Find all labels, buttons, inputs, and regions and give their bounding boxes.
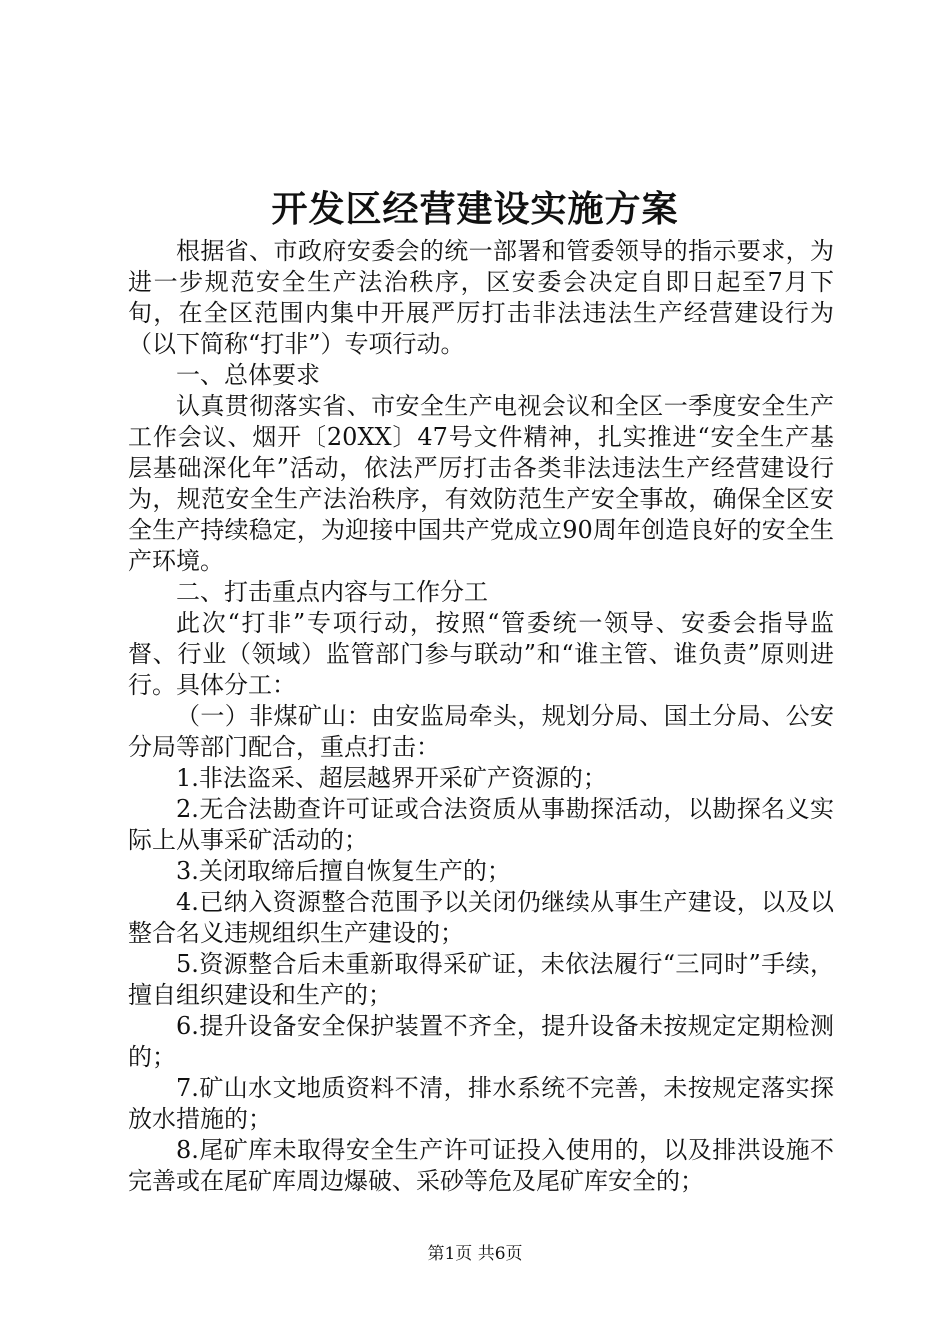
subsection-heading: （一）非煤矿山：由安监局牵头，规划分局、国土分局、公安分局等部门配合，重点打击： <box>128 702 834 761</box>
list-item: 6.提升设备安全保护装置不齐全，提升设备未按规定定期检测的； <box>128 1012 834 1071</box>
document-title: 开发区经营建设实施方案 <box>271 188 679 230</box>
document-body <box>128 236 834 1197</box>
section-heading: 一、总体要求 <box>176 361 320 389</box>
list-item: 4.已纳入资源整合范围予以关闭仍继续从事生产建设，以及以整合名义违规组织生产建设的； <box>128 888 834 947</box>
list-item: 8.尾矿库未取得安全生产许可证投入使用的，以及排洪设施不完善或在尾矿库周边爆破、采砂等危及尾矿库安全的； <box>128 1136 834 1195</box>
list-item: 1.非法盗采、超层越界开采矿产资源的； <box>176 764 607 792</box>
paragraph: 此次“打非”专项行动，按照“管委统一领导、安委会指导监督、行业（领域）监管部门参与联动”和“谁主管、谁负责”原则进行。具体分工： <box>128 609 834 699</box>
page-number-footer: 第1页 共6页 <box>427 1244 523 1264</box>
paragraph: 根据省、市政府安委会的统一部署和管委领导的指示要求，为进一步规范安全生产法治秩序，区安委会决定自即日起至7月下旬，在全区范围内集中开展严厉打击非法违法生产经营建设行为（以下简称“打非”）专项行动。 <box>128 237 834 358</box>
list-item: 5.资源整合后未重新取得采矿证，未依法履行“三同时”手续，擅自组织建设和生产的； <box>128 950 834 1009</box>
list-item: 7.矿山水文地质资料不清，排水系统不完善，未按规定落实探放水措施的； <box>128 1074 834 1133</box>
list-item: 3.关闭取缔后擅自恢复生产的； <box>176 857 511 885</box>
list-item: 2.无合法勘查许可证或合法资质从事勘探活动，以勘探名义实际上从事采矿活动的； <box>128 795 834 854</box>
section-heading: 二、打击重点内容与工作分工 <box>176 578 488 606</box>
paragraph: 认真贯彻落实省、市安全生产电视会议和全区一季度安全生产工作会议、烟开〔20XX〕47号文件精神，扎实推进“安全生产基层基础深化年”活动，依法严厉打击各类非法违法生产经营建设行为，规范安全生产法治秩序，有效防范生产安全事故，确保全区安全生产持续稳定，为迎接中国共产党成立90周年创造良好的安全生产环境。 <box>128 392 834 575</box>
